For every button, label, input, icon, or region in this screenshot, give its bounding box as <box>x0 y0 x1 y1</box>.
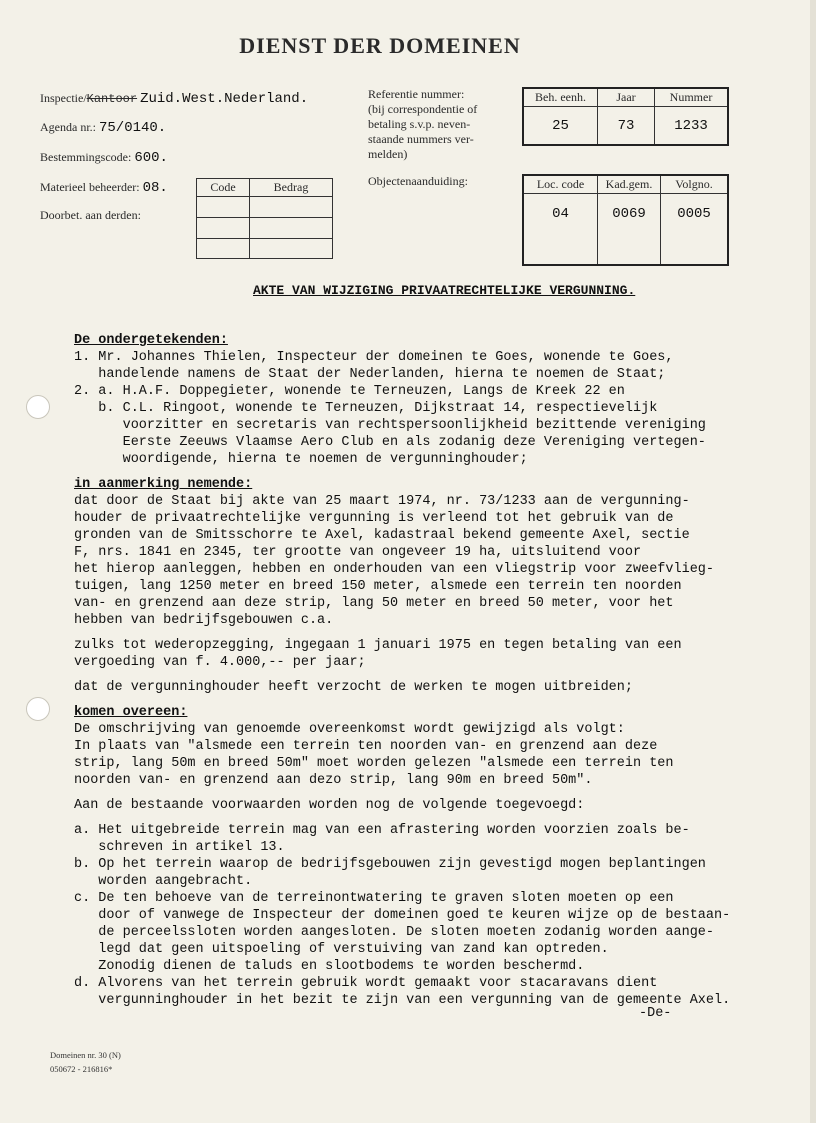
body-line: 2. a. H.A.F. Doppegieter, wonende te Terneuzen, Langs de Kreek 22 en <box>74 384 625 399</box>
body-line: hebben van bedrijfsgebouwen c.a. <box>74 613 334 628</box>
inspectie-struck-text: Kantoor <box>86 92 138 106</box>
body-line: Eerste Zeeuws Vlaamse Aero Club en als zodanig deze Vereniging vertegen- <box>74 435 706 450</box>
referentie-note-line: (bij correspondentie of <box>368 102 478 116</box>
body-line: strip, lang 50m en breed 50m" moet worden gelezen "alsmede een terrein ten <box>74 756 674 771</box>
body-line: 1. Mr. Johannes Thielen, Inspecteur der domeinen te Goes, wonende te Goes, <box>74 350 674 365</box>
doorbet-label: Doorbet. aan derden: <box>40 208 141 222</box>
section-heading-komen-overeen: komen overeen: <box>74 705 188 720</box>
bedrag-cell <box>250 239 333 259</box>
jaar-value: 73 <box>598 107 655 146</box>
body-line: vergoeding van f. 4.000,-- per jaar; <box>74 655 366 670</box>
nummer-header: Nummer <box>655 88 729 107</box>
code-cell <box>197 197 250 218</box>
bestemmingscode-field <box>40 150 168 166</box>
objectenaanduiding-label: Objectenaanduiding: <box>368 174 468 188</box>
agenda-label: Agenda nr.: <box>40 120 96 134</box>
body-line: De omschrijving van genoemde overeenkomst wordt gewijzigd als volgt: <box>74 722 625 737</box>
body-line: d. Alvorens van het terrein gebruik wordt gemaakt voor stacaravans dient <box>74 976 658 991</box>
beh-eenh-header: Beh. eenh. <box>523 88 598 107</box>
body-line: Aan de bestaande voorwaarden worden nog de volgende toegevoegd: <box>74 798 585 813</box>
jaar-header: Jaar <box>598 88 655 107</box>
inspectie-field <box>40 91 308 107</box>
body-line: gronden van de Smitsschorre te Axel, kadastraal bekend gemeente Axel, sectie <box>74 528 690 543</box>
volgno-value: 0005 <box>661 194 729 266</box>
body-line: b. C.L. Ringoot, wonende te Terneuzen, Dijkstraat 14, respectievelijk <box>74 401 658 416</box>
punch-hole-bottom <box>26 697 50 721</box>
referentie-note-line: melden) <box>368 147 408 161</box>
referentie-note-line: staande nummers ver- <box>368 132 474 146</box>
volgno-header: Volgno. <box>661 175 729 194</box>
body-line: b. Op het terrein waarop de bedrijfsgebouwen zijn gevestigd mogen beplantingen <box>74 857 706 872</box>
body-line: dat door de Staat bij akte van 25 maart 1974, nr. 73/1233 aan de vergunning- <box>74 494 690 509</box>
print-code: 050672 - 216816* <box>50 1064 113 1074</box>
nummer-value: 1233 <box>655 107 729 146</box>
body-line: c. De ten behoeve van de terreinontwatering te graven sloten moeten op een <box>74 891 674 906</box>
code-cell <box>197 218 250 239</box>
loc-code-value: 04 <box>523 194 598 266</box>
body-line: In plaats van "alsmede een terrein ten noorden van- en grenzend aan deze <box>74 739 658 754</box>
body-line: dat de vergunninghouder heeft verzocht de werken te mogen uitbreiden; <box>74 680 633 695</box>
body-line: woordigende, hierna te noemen de vergunninghouder; <box>74 452 528 467</box>
code-cell <box>197 239 250 259</box>
body-line: het hierop aanleggen, hebben en onderhouden van een vliegstrip voor zweefvlieg- <box>74 562 715 577</box>
body-line: van- en grenzend aan deze strip, lang 50 meter en breed 50 meter, voor het <box>74 596 674 611</box>
code-header: Code <box>197 179 250 197</box>
document-body <box>74 332 804 1009</box>
referentie-table <box>522 87 729 146</box>
bestemmingscode-value: 600. <box>134 150 168 166</box>
akte-heading: AKTE VAN WIJZIGING PRIVAATRECHTELIJKE VERGUNNING. <box>253 283 636 298</box>
body-line: handelende namens de Staat der Nederlanden, hierna te noemen de Staat; <box>74 367 666 382</box>
referentie-note-line: betaling s.v.p. neven- <box>368 117 471 131</box>
body-line: door of vanwege de Inspecteur der domeinen goed te keuren wijze op de bestaan- <box>74 908 731 923</box>
bedrag-cell <box>250 218 333 239</box>
body-line: zulks tot wederopzegging, ingegaan 1 januari 1975 en tegen betaling van een <box>74 638 682 653</box>
body-line: houder de privaatrechtelijke vergunning is verleend tot het gebruik van de <box>74 511 674 526</box>
punch-hole-top <box>26 395 50 419</box>
body-line: F, nrs. 1841 en 2345, ter grootte van ongeveer 19 ha, uitsluitend voor <box>74 545 642 560</box>
bestemmingscode-label: Bestemmingscode: <box>40 150 132 164</box>
referentie-label: Referentie nummer: <box>368 87 465 101</box>
body-line: voorzitter en secretaris van rechtspersoonlijkheid bezittende vereniging <box>74 418 706 433</box>
kad-gem-header: Kad.gem. <box>598 175 661 194</box>
body-line: tuigen, lang 1250 meter en breed 150 meter, alsmede een terrein ten noorden <box>74 579 682 594</box>
body-line: de perceelssloten worden aangesloten. De sloten moeten zodanig worden aange- <box>74 925 715 940</box>
bedrag-cell <box>250 197 333 218</box>
bedrag-header: Bedrag <box>250 179 333 197</box>
section-heading-ondergetekenden: De ondergetekenden: <box>74 333 228 348</box>
body-line: worden aangebracht. <box>74 874 253 889</box>
agenda-value: 75/0140. <box>99 120 167 136</box>
section-heading-aanmerking: in aanmerking nemende: <box>74 477 253 492</box>
continuation-mark: -De- <box>639 1006 672 1021</box>
materieel-beheerder-field <box>40 180 168 196</box>
document-title: DIENST DER DOMEINEN <box>239 33 521 58</box>
body-line: Zonodig dienen de taluds en slootbodems te worden beschermd. <box>74 959 585 974</box>
paper-edge <box>810 0 816 1123</box>
inspectie-label: Inspectie/ <box>40 91 87 105</box>
body-line: schreven in artikel 13. <box>74 840 285 855</box>
body-line: a. Het uitgebreide terrein mag van een afrastering worden voorzien zoals be- <box>74 823 690 838</box>
form-number: Domeinen nr. 30 (N) <box>50 1050 121 1060</box>
loc-code-header: Loc. code <box>523 175 598 194</box>
beh-eenh-value: 25 <box>523 107 598 146</box>
materieel-beheerder-value: 08. <box>142 180 168 196</box>
inspectie-value: Zuid.West.Nederland. <box>140 91 309 107</box>
materieel-beheerder-label: Materieel beheerder: <box>40 180 140 194</box>
referentie-note <box>368 102 477 162</box>
kad-gem-value: 0069 <box>598 194 661 266</box>
body-line: noorden van- en grenzend aan dezo strip, lang 90m en breed 50m". <box>74 773 593 788</box>
code-bedrag-table <box>196 178 333 259</box>
body-line: legd dat geen uitspoeling of verstuiving van zand kan optreden. <box>74 942 609 957</box>
objecten-table <box>522 174 729 266</box>
body-line: vergunninghouder in het bezit te zijn van een vergunning van de gemeente Axel. <box>74 993 731 1008</box>
agenda-field <box>40 120 166 136</box>
